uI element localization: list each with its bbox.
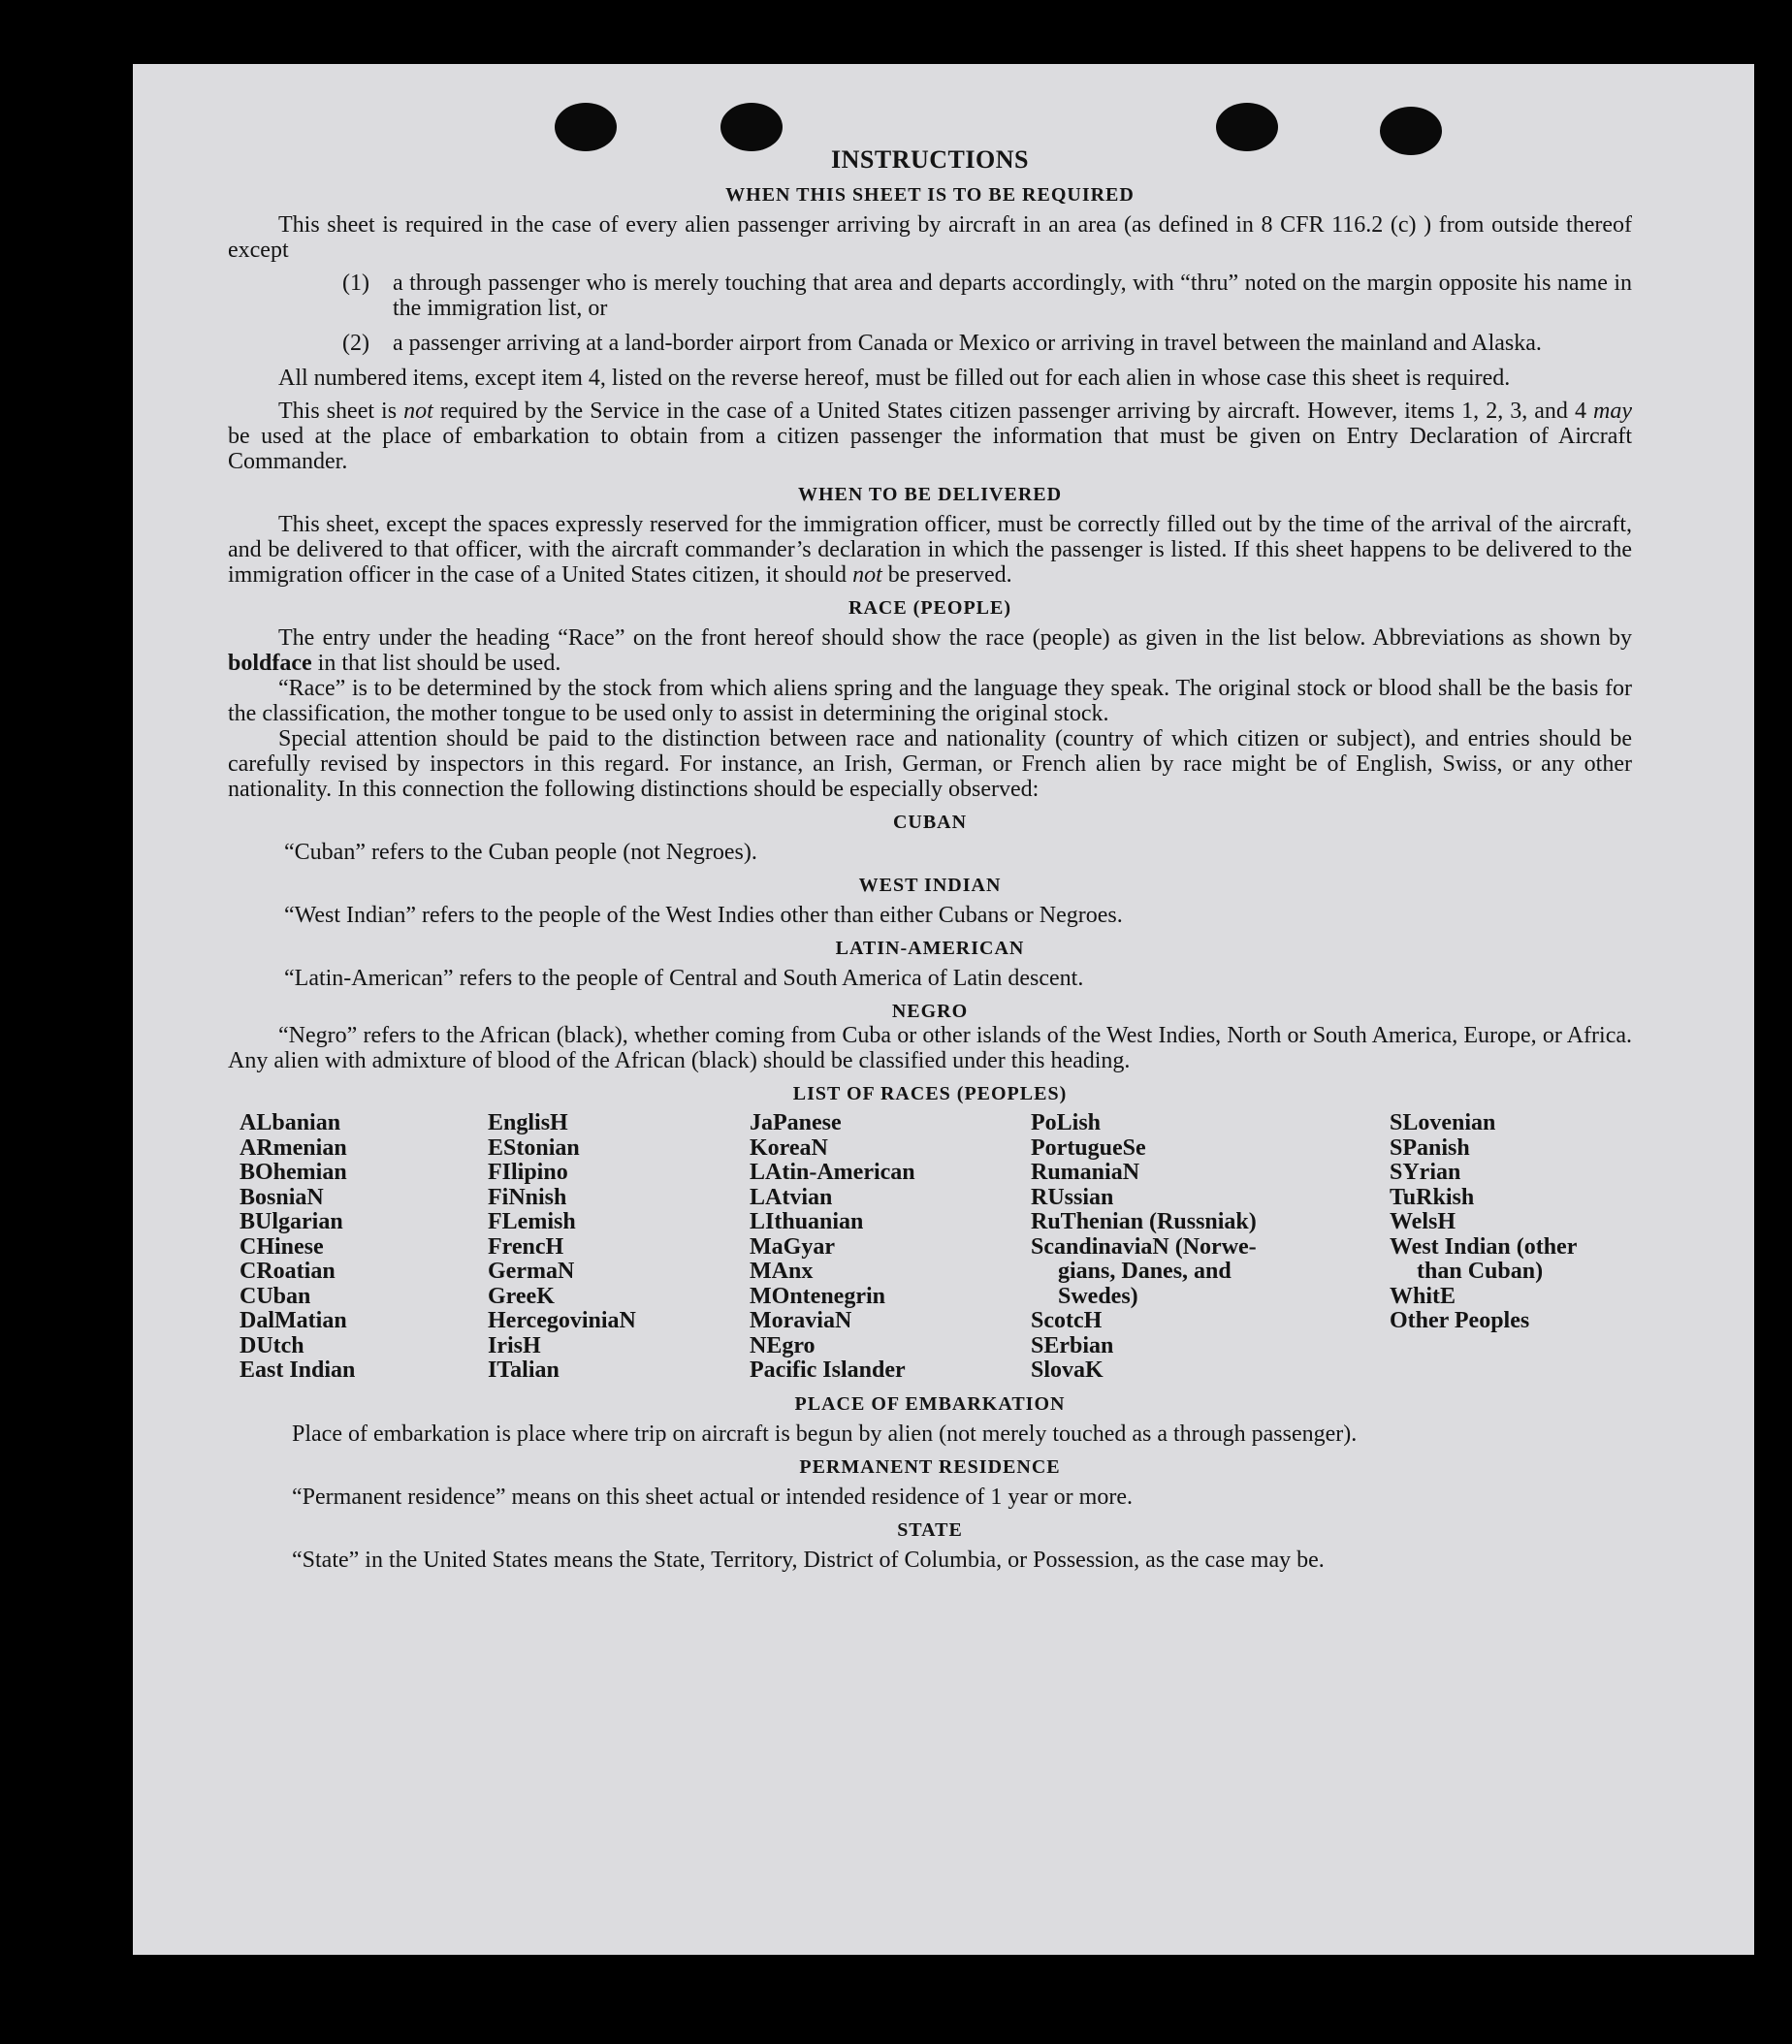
race-entry: ScandinaviaN (Norwe- <box>1031 1233 1257 1260</box>
race-entry: JaPanese <box>750 1110 842 1135</box>
section-heading: LIST OF RACES (PEOPLES) <box>792 1083 1068 1104</box>
paragraph: This sheet, except the spaces expressly reserved for the immigration officer, must be correctly filled out by the time of the arrival of the aircraft, and be delivered to that officer, with the aircraft commander’s declaration in which the passenger is listed. If this sheet happens to be delivered to the immigration officer in the case of a United States citizen, it should not be preserved. <box>228 512 1632 588</box>
race-entry: Pacific Islander <box>750 1357 906 1383</box>
race-entry: MAnx <box>750 1259 814 1284</box>
race-entry: SErbian <box>1031 1332 1114 1358</box>
item-text: a through passenger who is merely touching that area and departs accordingly, with “thru” noted on the margin opposite his name in the immigration list, or <box>393 271 1632 321</box>
race-entry: West Indian (other <box>1390 1233 1578 1260</box>
document-body <box>228 145 1632 1581</box>
paragraph: Special attention should be paid to the distinction between race and nationality (country of which citizen or subject), and entries should be carefully revised by inspectors in this regard. For instance, an Irish, German, or French alien by race might be of English, Swiss, or any other nationality. In this connection the following distinctions should be especially observed: <box>228 726 1632 802</box>
race-entry: WelsH <box>1390 1209 1456 1234</box>
section-heading: CUBAN <box>892 812 968 833</box>
race-entry: PortugueSe <box>1031 1134 1146 1161</box>
race-entry: SlovaK <box>1031 1357 1104 1383</box>
races-list <box>228 1111 1632 1384</box>
section-heading: PERMANENT RESIDENCE <box>799 1455 1061 1478</box>
punch-hole <box>555 103 617 151</box>
item-number: (1) <box>342 271 369 296</box>
races-column <box>750 1111 1031 1384</box>
race-entry: than Cuban) <box>1417 1259 1544 1284</box>
section-heading: WHEN TO BE DELIVERED <box>797 484 1063 505</box>
section-heading: NEGRO <box>891 1001 969 1022</box>
race-entry: RuThenian (Russniak) <box>1031 1209 1257 1234</box>
race-entry: IrisH <box>488 1332 541 1358</box>
punch-hole <box>1216 103 1278 151</box>
section-heading: STATE <box>897 1518 963 1541</box>
paragraph: This sheet is not required by the Service in the case of a United States citizen passenger arriving by aircraft. However, items 1, 2, 3, and 4 may be used at the place of embarkation to obtain from a citizen passenger the information that must be given on Entry Declaration of Aircraft Commander. <box>228 399 1632 474</box>
races-column <box>488 1111 750 1384</box>
race-entry: gians, Danes, and <box>1058 1259 1232 1284</box>
race-entry: NEgro <box>750 1332 816 1358</box>
race-entry: East Indian <box>240 1357 356 1383</box>
race-entry: HercegoviniaN <box>488 1308 636 1333</box>
races-column <box>1390 1111 1632 1384</box>
list-item <box>228 271 1632 321</box>
race-entry: DUtch <box>240 1332 304 1358</box>
section-heading: WHEN THIS SHEET IS TO BE REQUIRED <box>725 184 1135 206</box>
race-entry: Swedes) <box>1058 1283 1138 1309</box>
list-item <box>228 331 1632 356</box>
race-entry: EnglisH <box>488 1110 568 1135</box>
section-heading: PLACE OF EMBARKATION <box>794 1392 1066 1415</box>
race-entry: RumaniaN <box>1031 1160 1140 1185</box>
paragraph: This sheet is required in the case of every alien passenger arriving by aircraft in an area (as defined in 8 CFR 116.2 (c) ) from outside thereof except <box>228 212 1632 263</box>
race-entry: ITalian <box>488 1357 560 1383</box>
document-sheet <box>133 64 1754 1955</box>
page-title: INSTRUCTIONS <box>831 145 1029 174</box>
races-column <box>1031 1111 1390 1384</box>
race-entry: BUlgarian <box>240 1209 343 1234</box>
race-entry: PoLish <box>1031 1110 1102 1135</box>
race-entry: ALbanian <box>240 1110 341 1135</box>
race-entry: KoreaN <box>750 1134 828 1161</box>
race-entry: WhitE <box>1390 1283 1456 1309</box>
race-entry: GermaN <box>488 1259 575 1284</box>
race-entry: CHinese <box>240 1233 324 1260</box>
paragraph: All numbered items, except item 4, listed on the reverse hereof, must be filled out for each alien in whose case this sheet is required. <box>278 366 1511 391</box>
race-entry: ScotcH <box>1031 1308 1103 1333</box>
punch-hole <box>720 103 783 151</box>
race-entry: SPanish <box>1390 1134 1470 1161</box>
definition: “Latin-American” refers to the people of Central and South America of Latin descent. <box>284 966 1084 991</box>
race-entry: FLemish <box>488 1209 576 1234</box>
section-heading: LATIN-AMERICAN <box>835 938 1025 959</box>
race-entry: BOhemian <box>240 1160 347 1185</box>
race-entry: ARmenian <box>240 1134 347 1161</box>
paragraph: “Negro” refers to the African (black), whether coming from Cuba or other islands of the West Indies, North or South America, Europe, or Africa. Any alien with admixture of blood of the African (black) should be classified under this heading. <box>228 1023 1632 1073</box>
race-entry: MaGyar <box>750 1233 835 1260</box>
section-heading: WEST INDIAN <box>858 875 1002 896</box>
race-entry: MOntenegrin <box>750 1283 885 1309</box>
race-entry: LAtin-American <box>750 1160 915 1185</box>
race-entry: RUssian <box>1031 1184 1114 1210</box>
paragraph: “Race” is to be determined by the stock from which aliens spring and the language they speak. The original stock or blood shall be the basis for the classification, the mother tongue to be used only to assist in determining the original stock. <box>228 676 1632 726</box>
definition: “West Indian” refers to the people of the West Indies other than either Cubans or Negroes. <box>284 903 1123 928</box>
race-entry: LAtvian <box>750 1184 833 1210</box>
section-heading: RACE (PEOPLE) <box>848 597 1011 619</box>
race-entry: SLovenian <box>1390 1110 1496 1135</box>
race-entry: FIlipino <box>488 1160 568 1185</box>
race-entry: DalMatian <box>240 1308 347 1333</box>
race-entry: EStonian <box>488 1134 580 1161</box>
paragraph: The entry under the heading “Race” on the front hereof should show the race (people) as given in the list below. Abbreviations as shown by boldface in that list should be used. <box>228 625 1632 676</box>
race-entry: FiNnish <box>488 1184 567 1210</box>
race-entry: Other Peoples <box>1390 1308 1530 1333</box>
races-column <box>228 1111 488 1384</box>
race-entry: LIthuanian <box>750 1209 864 1234</box>
race-entry: CRoatian <box>240 1259 336 1284</box>
paragraph: “State” in the United States means the State, Territory, District of Columbia, or Possession, as the case may be. <box>292 1547 1325 1573</box>
race-entry: CUban <box>240 1283 311 1309</box>
race-entry: BosniaN <box>240 1184 324 1210</box>
definition: “Cuban” refers to the Cuban people (not Negroes). <box>284 840 757 865</box>
race-entry: TuRkish <box>1390 1184 1475 1210</box>
race-entry: SYrian <box>1390 1160 1461 1185</box>
paragraph: Place of embarkation is place where trip on aircraft is begun by alien (not merely touched as a through passenger). <box>292 1421 1358 1447</box>
item-text: a passenger arriving at a land-border airport from Canada or Mexico or arriving in travel between the mainland and Alaska. <box>393 331 1542 356</box>
race-entry: MoraviaN <box>750 1308 852 1333</box>
race-entry: FrencH <box>488 1233 564 1260</box>
item-number: (2) <box>342 331 369 356</box>
paragraph: “Permanent residence” means on this sheet actual or intended residence of 1 year or more. <box>292 1484 1133 1510</box>
race-entry: GreeK <box>488 1283 555 1309</box>
